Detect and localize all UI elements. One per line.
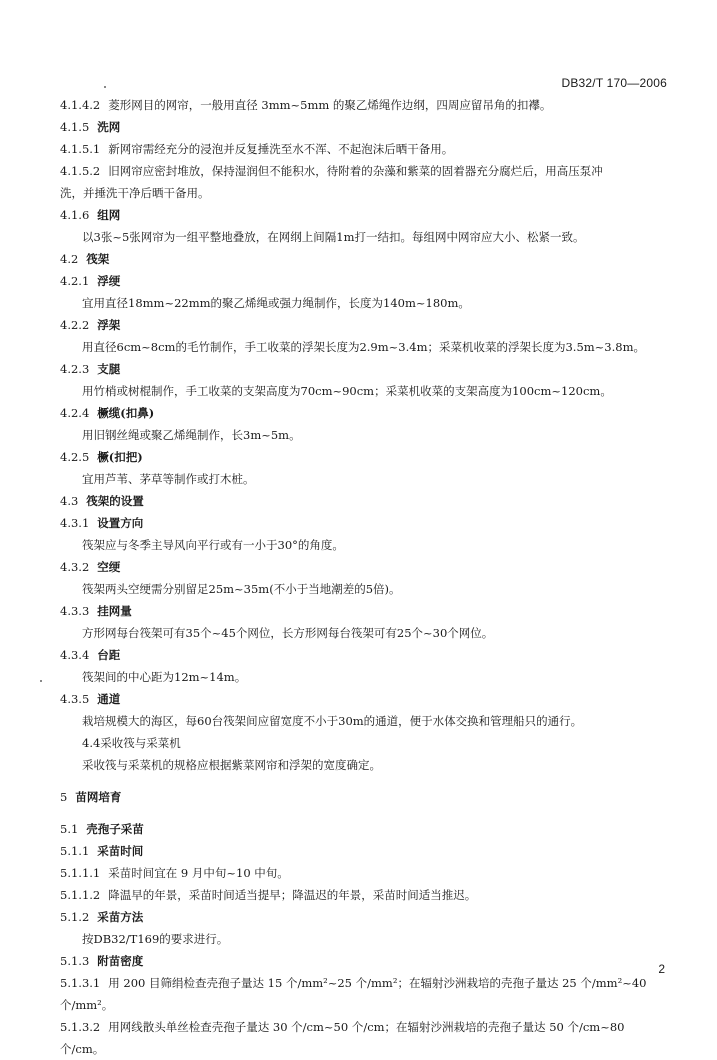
clause-text: 橛(扣把) bbox=[97, 450, 143, 464]
clause-text: 壳孢子采苗 bbox=[86, 822, 144, 836]
paragraph-line bbox=[60, 468, 668, 490]
section-heading bbox=[60, 644, 668, 666]
clause-text: 挂网量 bbox=[97, 604, 132, 618]
clause-number: 5.1.3.2 bbox=[60, 1020, 101, 1034]
section-gap bbox=[60, 808, 668, 818]
clause-text: 用直径6cm~8cm的毛竹制作，手工收菜的浮架长度为2.9m~3.4m；采菜机收菜的浮架长度为3.5m~3.8m。 bbox=[82, 340, 646, 354]
clause-number: 4.1.5.2 bbox=[60, 164, 101, 178]
scan-speck bbox=[104, 86, 106, 88]
clause-number: 5 bbox=[60, 790, 68, 804]
clause-number: 4.2.5 bbox=[60, 450, 90, 464]
clause-text: 个/mm²。 bbox=[60, 998, 114, 1012]
section-heading bbox=[60, 204, 668, 226]
paragraph-continuation bbox=[60, 994, 668, 1016]
section-heading bbox=[60, 600, 668, 622]
section-heading bbox=[60, 490, 668, 512]
paragraph-line bbox=[60, 226, 668, 248]
clause-text: 以3张~5张网帘为一组平整地叠放，在网纲上间隔1m打一结扣。每组网中网帘应大小、松紧一致。 bbox=[82, 230, 585, 244]
clause-text: 用旧钢丝绳或聚乙烯绳制作，长3m~5m。 bbox=[82, 428, 301, 442]
clause-number: 5.1.3.1 bbox=[60, 976, 101, 990]
clause-text: 筏架应与冬季主导风向平行或有一小于30°的角度。 bbox=[82, 538, 344, 552]
paragraph-line bbox=[60, 380, 668, 402]
section-heading bbox=[60, 688, 668, 710]
paragraph-line bbox=[60, 534, 668, 556]
clause-number: 5.1.1.2 bbox=[60, 888, 101, 902]
clause-number: 4.2.2 bbox=[60, 318, 90, 332]
paragraph-line bbox=[60, 424, 668, 446]
section-heading bbox=[60, 314, 668, 336]
clause-number: 4.1.5 bbox=[60, 120, 90, 134]
clause-text: 空绠 bbox=[97, 560, 121, 574]
clause-text: 方形网每台筏架可有35个~45个网位，长方形网每台筏架可有25个~30个网位。 bbox=[82, 626, 494, 640]
numbered-clause bbox=[60, 972, 668, 994]
section-gap bbox=[60, 776, 668, 786]
numbered-clause bbox=[60, 138, 668, 160]
paragraph-line bbox=[60, 928, 668, 950]
clause-number: 4.2.3 bbox=[60, 362, 90, 376]
numbered-clause bbox=[60, 160, 668, 182]
clause-number: 4.2.1 bbox=[60, 274, 90, 288]
clause-number: 4.3 bbox=[60, 494, 79, 508]
section-heading bbox=[60, 248, 668, 270]
clause-number: 5.1.1.1 bbox=[60, 866, 101, 880]
section-heading bbox=[60, 358, 668, 380]
section-heading bbox=[60, 818, 668, 840]
document-id-header: DB32/T 170—2006 bbox=[561, 76, 667, 90]
clause-number: 4.3.2 bbox=[60, 560, 90, 574]
clause-text: 栽培规模大的海区，每60台筏架间应留宽度不小于30m的通道，便于水体交换和管理船只的通行。 bbox=[82, 714, 583, 728]
paragraph-line bbox=[60, 292, 668, 314]
document-body bbox=[60, 94, 668, 1060]
clause-number: 5.1.2 bbox=[60, 910, 90, 924]
clause-text: 降温早的年景，采苗时间适当提早；降温迟的年景，采苗时间适当推迟。 bbox=[108, 888, 477, 902]
clause-number: 4.3.1 bbox=[60, 516, 90, 530]
numbered-clause bbox=[60, 862, 668, 884]
clause-text: 宜用直径18mm~22mm的聚乙烯绳或强力绳制作，长度为140m~180m。 bbox=[82, 296, 470, 310]
section-heading bbox=[60, 906, 668, 928]
section-heading bbox=[60, 446, 668, 468]
paragraph-line bbox=[60, 666, 668, 688]
paragraph-line bbox=[60, 336, 668, 358]
clause-text: 苗网培育 bbox=[75, 790, 122, 804]
clause-text: 4.4采收筏与采菜机 bbox=[82, 736, 181, 750]
clause-number: 4.1.5.1 bbox=[60, 142, 101, 156]
clause-text: 宜用芦苇、茅草等制作或打木桩。 bbox=[82, 472, 255, 486]
clause-number: 5.1.3 bbox=[60, 954, 90, 968]
clause-text: 采苗时间 bbox=[97, 844, 144, 858]
paragraph-continuation bbox=[60, 182, 668, 204]
clause-text: 通道 bbox=[97, 692, 121, 706]
section-heading bbox=[60, 402, 668, 424]
clause-text: 新网帘需经充分的浸泡并反复捶洗至水不浑、不起泡沫后晒干备用。 bbox=[108, 142, 454, 156]
section-heading bbox=[60, 270, 668, 292]
paragraph-line bbox=[60, 732, 668, 754]
clause-text: 设置方向 bbox=[97, 516, 144, 530]
paragraph-line bbox=[60, 754, 668, 776]
numbered-clause bbox=[60, 884, 668, 906]
clause-text: 筏架的设置 bbox=[86, 494, 144, 508]
page-number: 2 bbox=[658, 962, 665, 976]
clause-text: 采苗方法 bbox=[97, 910, 144, 924]
section-heading bbox=[60, 556, 668, 578]
clause-text: 菱形网目的网帘，一般用直径 3mm~5mm 的聚乙烯绳作边纲，四周应留吊角的扣襻。 bbox=[108, 98, 552, 112]
clause-text: 用 200 目筛绢检查壳孢子量达 15 个/mm²~25 个/mm²；在辐射沙洲栽培的壳孢子量达 25 个/mm²~40 bbox=[108, 976, 647, 990]
section-heading bbox=[60, 116, 668, 138]
clause-text: 旧网帘应密封堆放，保持湿润但不能积水，待附着的杂藻和紫菜的固着器充分腐烂后，用高压泵冲 bbox=[108, 164, 603, 178]
clause-text: 筏架 bbox=[86, 252, 110, 266]
clause-number: 4.2.4 bbox=[60, 406, 90, 420]
clause-text: 用网线散头单丝检查壳孢子量达 30 个/cm~50 个/cm；在辐射沙洲栽培的壳孢子量达 50 个/cm~80 bbox=[108, 1020, 625, 1034]
clause-number: 4.3.3 bbox=[60, 604, 90, 618]
clause-text: 浮绠 bbox=[97, 274, 121, 288]
section-heading bbox=[60, 840, 668, 862]
scan-speck bbox=[40, 680, 42, 682]
clause-text: 台距 bbox=[97, 648, 121, 662]
section-heading bbox=[60, 950, 668, 972]
clause-text: 橛缆(扣鼻) bbox=[97, 406, 155, 420]
paragraph-continuation bbox=[60, 1038, 668, 1060]
numbered-clause bbox=[60, 1016, 668, 1038]
clause-text: 采收筏与采菜机的规格应根据紫菜网帘和浮架的宽度确定。 bbox=[82, 758, 381, 772]
clause-text: 筏架两头空绠需分别留足25m~35m(不小于当地潮差的5倍)。 bbox=[82, 582, 401, 596]
clause-text: 用竹梢或树棍制作，手工收菜的支架高度为70cm~90cm；采菜机收菜的支架高度为100cm~120cm。 bbox=[82, 384, 612, 398]
clause-text: 按DB32/T169的要求进行。 bbox=[82, 932, 229, 946]
clause-text: 个/cm。 bbox=[60, 1042, 105, 1056]
clause-number: 4.3.4 bbox=[60, 648, 90, 662]
clause-text: 浮架 bbox=[97, 318, 121, 332]
clause-text: 洗网 bbox=[97, 120, 121, 134]
clause-number: 4.2 bbox=[60, 252, 79, 266]
clause-text: 附苗密度 bbox=[97, 954, 144, 968]
numbered-clause bbox=[60, 94, 668, 116]
clause-number: 5.1 bbox=[60, 822, 79, 836]
paragraph-line bbox=[60, 710, 668, 732]
clause-text: 洗，并捶洗干净后晒干备用。 bbox=[60, 186, 210, 200]
paragraph-line bbox=[60, 578, 668, 600]
section-heading bbox=[60, 512, 668, 534]
clause-text: 筏架间的中心距为12m~14m。 bbox=[82, 670, 247, 684]
clause-text: 组网 bbox=[97, 208, 121, 222]
section-heading bbox=[60, 786, 668, 808]
clause-number: 4.1.4.2 bbox=[60, 98, 101, 112]
clause-text: 支腿 bbox=[97, 362, 121, 376]
clause-number: 4.1.6 bbox=[60, 208, 90, 222]
clause-number: 5.1.1 bbox=[60, 844, 90, 858]
clause-number: 4.3.5 bbox=[60, 692, 90, 706]
paragraph-line bbox=[60, 622, 668, 644]
clause-text: 采苗时间宜在 9 月中旬~10 中旬。 bbox=[108, 866, 289, 880]
